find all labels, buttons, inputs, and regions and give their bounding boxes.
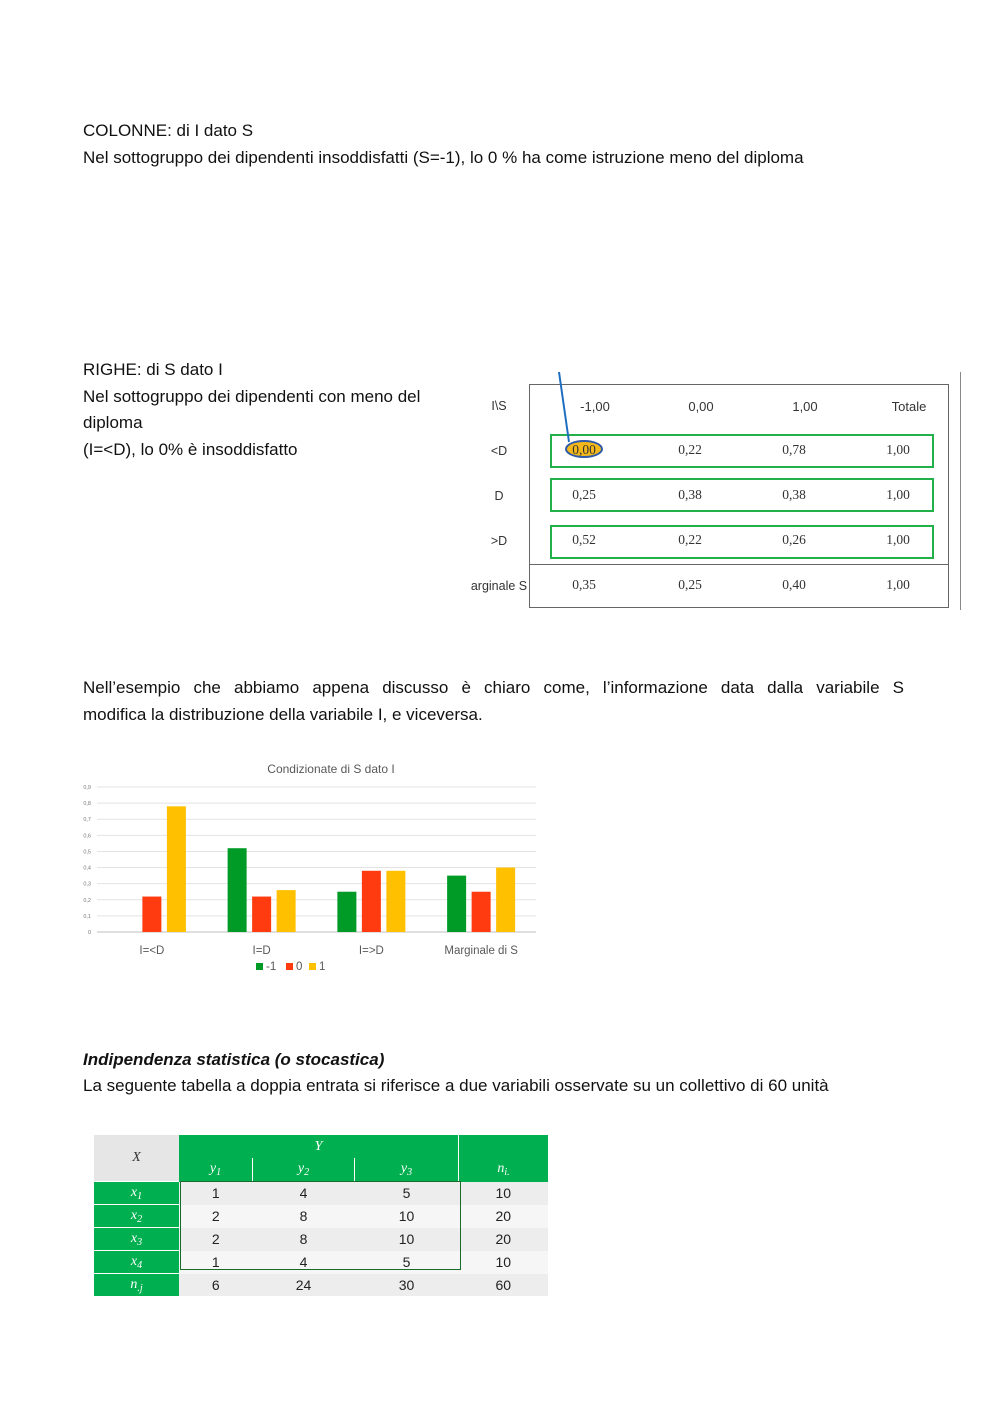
bar-1-0 bbox=[228, 848, 247, 932]
table-cell: 4 bbox=[253, 1182, 355, 1205]
table-cell: 5 bbox=[355, 1182, 459, 1205]
row-label-x3: $x_3$ bbox=[94, 1228, 179, 1251]
y-tick-label: 0,4 bbox=[83, 865, 91, 872]
table-cell: 0,22 bbox=[678, 442, 702, 457]
table-cell: 0,00 bbox=[572, 442, 596, 457]
corner-label: I\S bbox=[491, 399, 507, 413]
righe-line-3: (I=<D), lo 0% è insoddisfatto bbox=[83, 440, 298, 459]
row-total-cell: 20 bbox=[459, 1205, 549, 1228]
table-cell: 0,52 bbox=[572, 532, 596, 547]
table-cell: 0,78 bbox=[782, 442, 806, 457]
row-total-cell: 20 bbox=[459, 1228, 549, 1251]
marginal-separator bbox=[529, 564, 949, 565]
legend-swatch bbox=[309, 963, 316, 970]
legend-label: 1 bbox=[319, 961, 326, 973]
table-cell: 1 bbox=[179, 1251, 253, 1274]
col-header-y2: $y_2$ bbox=[253, 1158, 355, 1181]
col-header-y3: $y_3$ bbox=[355, 1158, 459, 1181]
row-label: >D bbox=[490, 534, 508, 548]
bar-2-1 bbox=[362, 871, 381, 932]
table-cell: 5 bbox=[355, 1251, 459, 1274]
table-cell: 0,35 bbox=[572, 577, 596, 592]
table-cell: 0,25 bbox=[678, 577, 702, 592]
col-header: -1,00 bbox=[580, 399, 610, 414]
row-label-x2: $x_2$ bbox=[94, 1205, 179, 1228]
y-tick-label: 0,7 bbox=[83, 817, 91, 824]
row-total-cell: 10 bbox=[459, 1182, 549, 1205]
bar-1-2 bbox=[277, 890, 296, 932]
colonne-heading: COLONNE: di I dato S bbox=[83, 121, 254, 140]
table-cell: 0,25 bbox=[572, 487, 596, 502]
bar-3-2 bbox=[496, 868, 515, 932]
column-variable-header: Y bbox=[179, 1135, 459, 1158]
x-tick-label: I=D bbox=[252, 945, 271, 957]
col-header: 1,00 bbox=[792, 399, 818, 414]
grand-total-cell: 60 bbox=[459, 1274, 549, 1297]
bar-0-2 bbox=[167, 806, 186, 932]
y-tick-label: 0,3 bbox=[83, 881, 91, 888]
independence-text: La seguente tabella a doppia entrata si riferisce a due variabili osservate su un collettivo di 60 unità bbox=[83, 1076, 829, 1095]
legend-swatch bbox=[286, 963, 293, 970]
x-tick-label: I=<D bbox=[139, 945, 165, 957]
table-cell: 0,22 bbox=[678, 532, 702, 547]
row-label-x1: $x_1$ bbox=[94, 1182, 179, 1205]
row-label: D bbox=[494, 489, 504, 503]
y-tick-label: 0,5 bbox=[83, 849, 91, 856]
column-total-cell: 24 bbox=[253, 1274, 355, 1297]
table-cell: 1 bbox=[179, 1182, 253, 1205]
bar-3-0 bbox=[447, 876, 466, 932]
row-label: <D bbox=[490, 444, 508, 458]
table-cell: 1,00 bbox=[886, 487, 910, 502]
row-label-x4: $x_4$ bbox=[94, 1251, 179, 1274]
table-cell: 10 bbox=[355, 1205, 459, 1228]
x-tick-label: I=>D bbox=[358, 945, 384, 957]
bar-2-0 bbox=[337, 892, 356, 932]
col-header: Totale bbox=[891, 399, 927, 414]
table-cell: 10 bbox=[355, 1228, 459, 1251]
table-cell: 0,38 bbox=[678, 487, 702, 502]
legend-label: 0 bbox=[296, 961, 303, 973]
contingency-table bbox=[94, 1135, 548, 1296]
legend-swatch bbox=[256, 963, 263, 970]
bar-2-2 bbox=[386, 871, 405, 932]
col-header: 0,00 bbox=[688, 399, 714, 414]
table-cell: 0,26 bbox=[782, 532, 806, 547]
col-header-y1: $y_1$ bbox=[179, 1158, 253, 1181]
righe-line-1: Nel sottogruppo dei dipendenti con meno del bbox=[83, 387, 421, 406]
bar-3-1 bbox=[472, 892, 491, 932]
chart-title: Condizionate di S dato I bbox=[267, 762, 395, 776]
table-cell: 2 bbox=[179, 1228, 253, 1251]
y-tick-label: 0,9 bbox=[83, 785, 91, 791]
righe-heading: RIGHE: di S dato I bbox=[83, 360, 223, 379]
y-tick-label: 0 bbox=[87, 930, 91, 936]
table-cell: 1,00 bbox=[886, 532, 910, 547]
colonne-text: Nel sottogruppo dei dipendenti insoddisfatti (S=-1), lo 0 % ha come istruzione meno del diploma bbox=[83, 148, 804, 167]
paragraph-line-2: modifica la distribuzione della variabile I, e viceversa. bbox=[83, 705, 483, 724]
x-tick-label: Marginale di S bbox=[444, 945, 518, 957]
paragraph-line-1: Nell’esempio che abbiamo appena discusso è chiaro come, l’informazione data dalla variabile S bbox=[83, 678, 904, 697]
y-tick-label: 0,8 bbox=[83, 801, 91, 808]
row-variable-header: X bbox=[94, 1135, 179, 1182]
legend-label: -1 bbox=[266, 961, 277, 973]
pointer-arrow-line bbox=[555, 372, 575, 444]
table-cell: 0,40 bbox=[782, 577, 806, 592]
y-tick-label: 0,2 bbox=[83, 897, 91, 904]
y-tick-label: 0,1 bbox=[83, 913, 91, 920]
righe-line-2: diploma bbox=[83, 413, 143, 432]
table-cell: 1,00 bbox=[886, 577, 910, 592]
column-total-cell: 6 bbox=[179, 1274, 253, 1297]
row-total-cell: 10 bbox=[459, 1251, 549, 1274]
bar-chart bbox=[80, 760, 540, 980]
total-header-top bbox=[459, 1135, 549, 1158]
table-cell: 2 bbox=[179, 1205, 253, 1228]
table-cell: 8 bbox=[253, 1228, 355, 1251]
column-total-cell: 30 bbox=[355, 1274, 459, 1297]
table-cell: 1,00 bbox=[886, 442, 910, 457]
row-label: arginale S bbox=[470, 579, 528, 593]
table-cell: 4 bbox=[253, 1251, 355, 1274]
col-header-ni: $n_{i.}$ bbox=[459, 1158, 549, 1181]
conditional-table bbox=[470, 372, 962, 612]
table-cell: 8 bbox=[253, 1205, 355, 1228]
bar-1-1 bbox=[252, 897, 271, 932]
bar-0-1 bbox=[142, 897, 161, 932]
y-tick-label: 0,6 bbox=[83, 833, 91, 840]
row-label-total: $n_{.j}$ bbox=[94, 1274, 179, 1297]
independence-heading: Indipendenza statistica (o stocastica) bbox=[83, 1050, 385, 1069]
table-cell: 0,38 bbox=[782, 487, 806, 502]
